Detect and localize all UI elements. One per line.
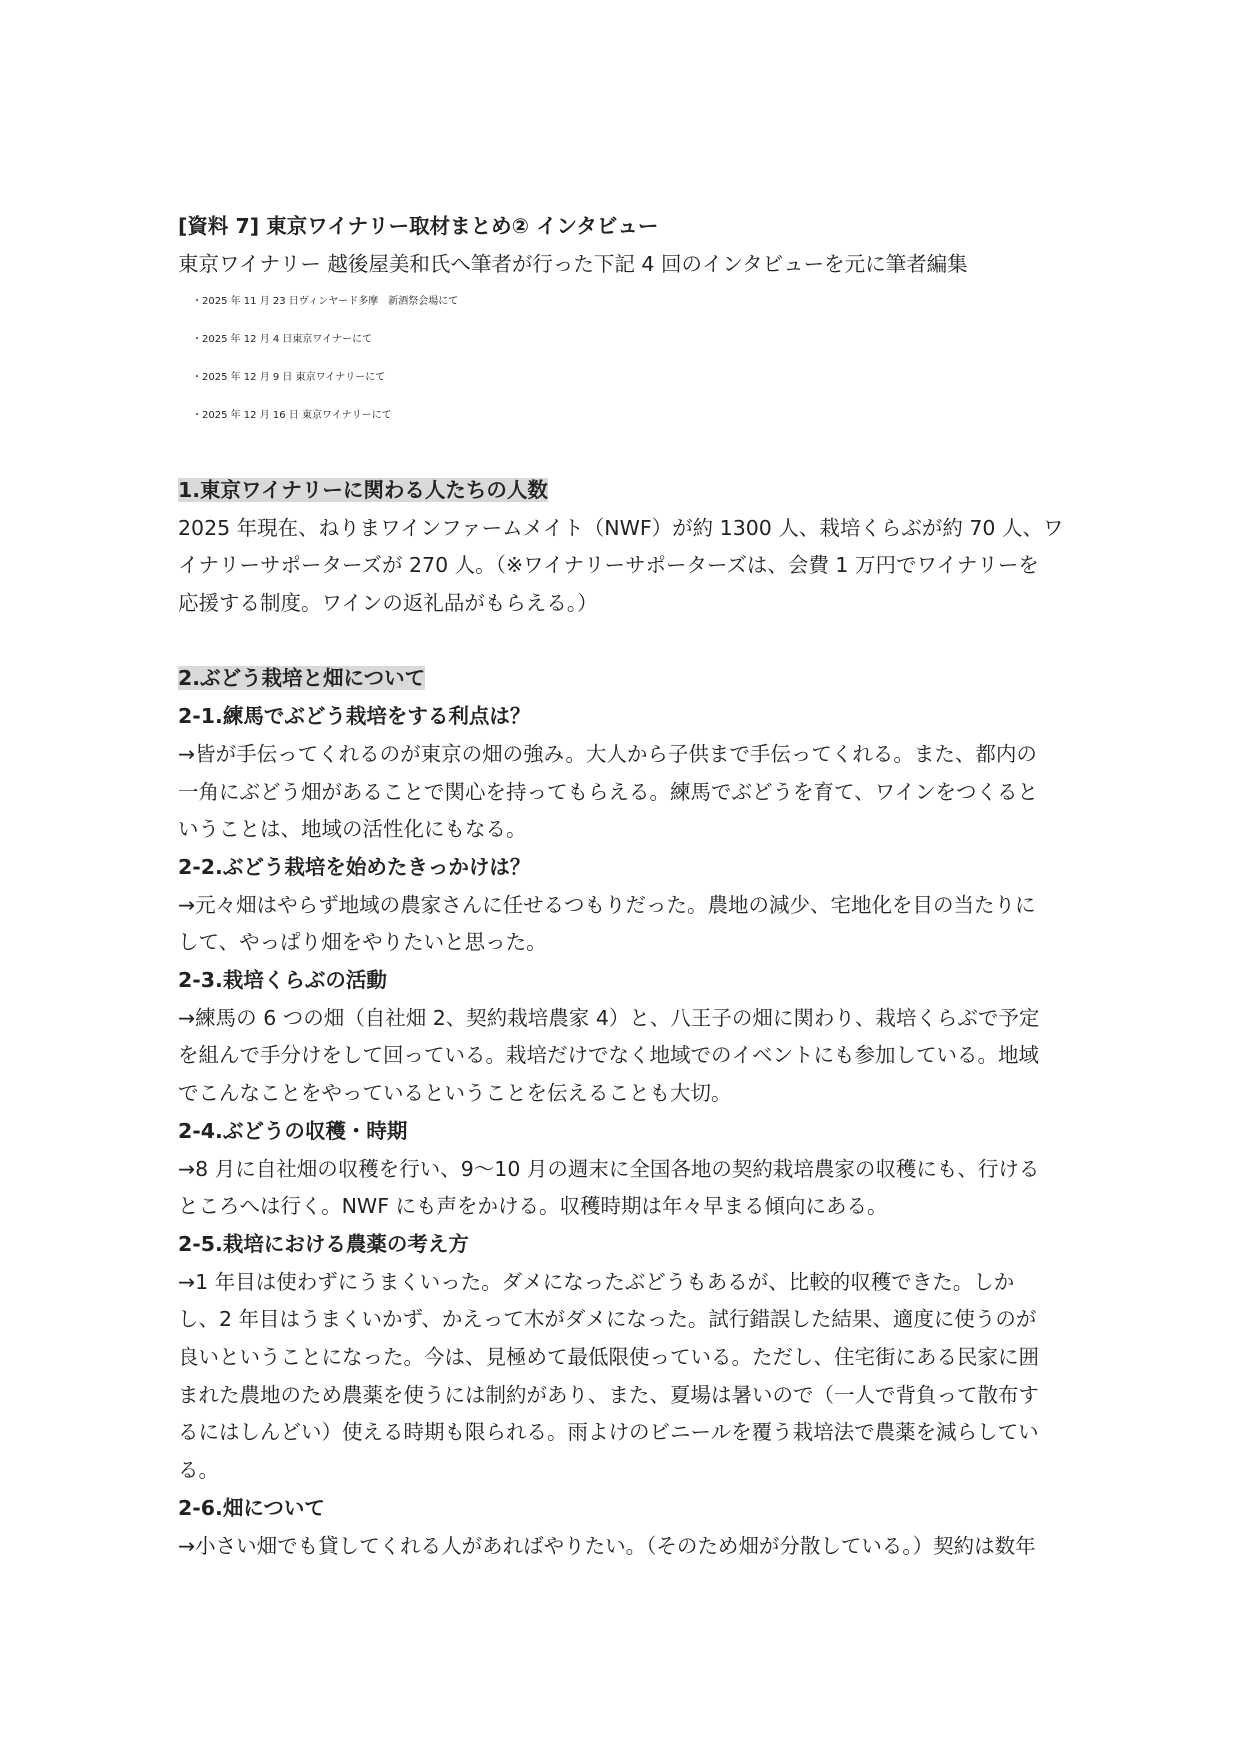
answer-2-4-line: →8 月に自社畑の収穫を行い、9〜10 月の週末に全国各地の契約栽培農家の収穫にも、行ける <box>178 1156 1040 1181</box>
document-title: [資料 7] 東京ワイナリー取材まとめ② インタビュー <box>178 214 659 238</box>
answer-2-2-line: →元々畑はやらず地域の農家さんに任せるつもりだった。農地の減少、宅地化を目の当たりに <box>178 892 1036 917</box>
answer-2-6-line: →小さい畑でも貸してくれる人があればやりたい。（そのため畑が分散している。）契約は数年 <box>178 1533 1036 1558</box>
interview-date-3: ・2025 年 12 月 9 日 東京ワイナリーにて <box>192 371 386 383</box>
answer-2-5-line: る。 <box>178 1458 219 1483</box>
answer-2-4-line: ところへは行く。NWF にも声をかける。収穫時期は年々早まる傾向にある。 <box>178 1194 888 1219</box>
question-2-4-title: 2-4.ぶどうの収穫・時期 <box>178 1118 408 1143</box>
answer-2-1-line: いうことは、地域の活性化にもなる。 <box>178 817 527 842</box>
spacer <box>178 434 1063 472</box>
question-2-2-title: 2-2.ぶどう栽培を始めたきっかけは？ <box>178 854 531 879</box>
intro-text: 東京ワイナリー 越後屋美和氏へ筆者が行った下記 4 回のインタビューを元に筆者編集 <box>178 251 968 276</box>
answer-2-3-line: →練馬の 6 つの畑（自社畑 2、契約栽培農家 4）と、八王子の畑に関わり、栽培くらぶで予定 <box>178 1005 1040 1030</box>
answer-2-2-line: して、やっぱり畑をやりたいと思った。 <box>178 930 547 955</box>
question-2-5-title: 2-5.栽培における農薬の考え方 <box>178 1231 469 1256</box>
question-2-3-title: 2-3.栽培くらぶの活動 <box>178 968 387 993</box>
section-1-line: 応援する制度。ワインの返礼品がもらえる。） <box>178 591 598 616</box>
interview-date-1: ・2025 年 11 月 23 日ヴィンヤード多摩 新酒祭会場にて <box>192 296 459 308</box>
answer-2-5-line: るにはしんどい）使える時期も限られる。雨よけのビニールを覆う栽培法で農薬を減らしてい <box>178 1420 1039 1445</box>
answer-2-5-line: →1 年目は使わずにうまくいった。ダメになったぶどうもあるが、比較的収穫できた。しか <box>178 1269 1015 1294</box>
section-1-line: 2025 年現在、ねりまワインファームメイト（NWF）が約 1300 人、栽培くらぶが約 70 人、ワ <box>178 515 1064 540</box>
answer-2-3-line: を組んで手分けをして回っている。栽培だけでなく地域でのイベントにも参加している。地域 <box>178 1043 1039 1068</box>
interview-date-2: ・2025 年 12 月 4 日東京ワイナーにて <box>192 334 373 346</box>
spacer <box>178 623 1063 661</box>
question-2-1-title: 2-1.練馬でぶどう栽培をする利点は？ <box>178 704 531 729</box>
answer-2-3-line: でこんなことをやっているということを伝えることも大切。 <box>178 1081 732 1106</box>
answer-2-1-line: 一角にぶどう畑があることで関心を持ってもらえる。練馬でぶどうを育て、ワインをつくると <box>178 779 1038 804</box>
answer-2-1-line: →皆が手伝ってくれるのが東京の畑の強み。大人から子供まで手伝ってくれる。また、都内の <box>178 741 1037 766</box>
section-1-heading: 1.東京ワイナリーに関わる人たちの人数 <box>178 477 548 502</box>
question-2-6-title: 2-6.畑について <box>178 1495 325 1520</box>
answer-2-5-line: し、2 年目はうまくいかず、かえって木がダメになった。試行錯誤した結果、適度に使うのが <box>178 1307 1037 1332</box>
document-page <box>178 208 1063 1565</box>
section-1-line: イナリーサポーターズが 270 人。（※ワイナリーサポーターズは、会費 1 万円でワイナリーを <box>178 553 1039 578</box>
section-2-heading: 2.ぶどう栽培と畑について <box>178 666 426 691</box>
answer-2-5-line: 良いということになった。今は、見極めて最低限使っている。ただし、住宅街にある民家に囲 <box>178 1345 1039 1370</box>
answer-2-5-line: まれた農地のため農薬を使うには制約があり、また、夏場は暑いので（一人で背負って散布す <box>178 1382 1039 1407</box>
interview-date-4: ・2025 年 12 月 16 日 東京ワイナリーにて <box>192 409 392 421</box>
